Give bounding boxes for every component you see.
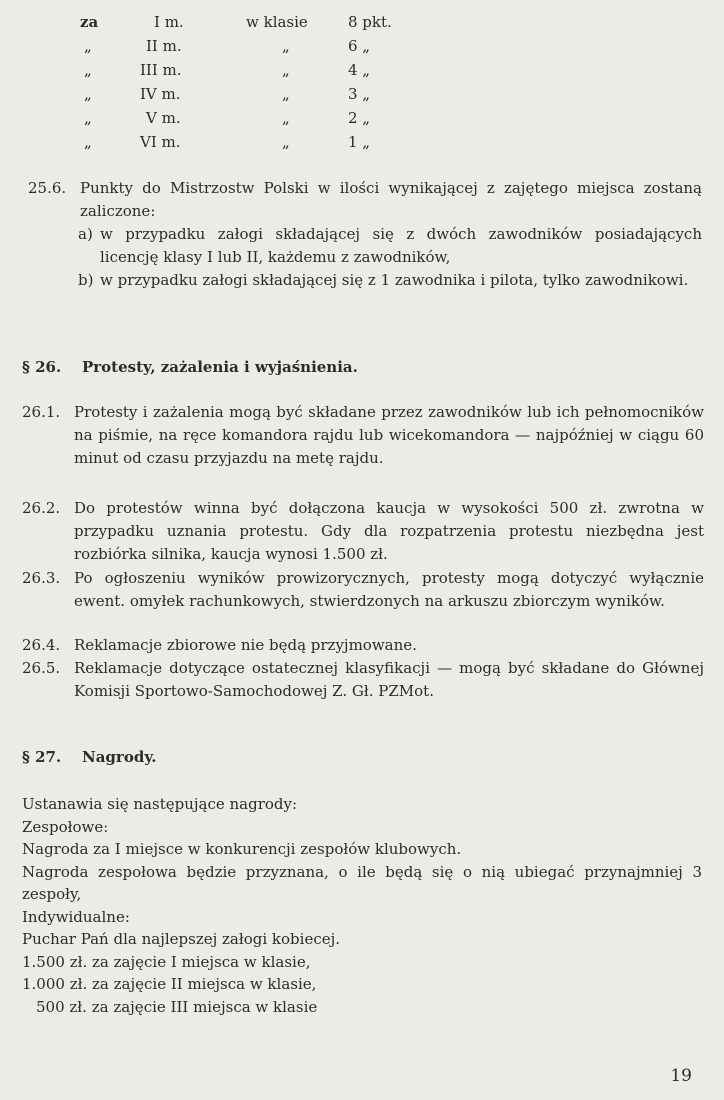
paragraph-text: Do protestów winna być dołączona kaucja w wysokości 500 zł. zwrotna w przypadku uznania protestu. Gdy dla rozpatrzenia protestu niezbędna jest rozbiórka silnika, kaucja wynosi 1.500 zł. (74, 499, 704, 563)
points-row-class: „ (282, 85, 290, 103)
paragraph-text: Reklamacje dotyczące ostatecznej klasyfikacji — mogą być składane do Głównej Komisji Sportowo-Samochodowej Z. Gł. PZMot. (74, 659, 704, 700)
points-row-place: IV m. (140, 85, 181, 103)
points-row-place: I m. (154, 13, 184, 31)
points-row-place: VI m. (140, 133, 181, 151)
points-row-points: 3 „ (348, 85, 371, 103)
sub-item-text: w przypadku załogi składającej się z 1 zawodnika i pilota, tylko zawodnikowi. (100, 271, 689, 289)
sub-item-text: w przypadku załogi składającej się z dwóch zawodników posiadających licencję klasy I lub II, każdemu z zawodników, (100, 225, 702, 266)
section-26-heading (22, 358, 358, 376)
section-title: Nagrody. (82, 748, 157, 766)
points-row (0, 106, 724, 130)
paragraph-number: 26.5. (22, 659, 61, 677)
paragraph-text: Po ogłoszeniu wyników prowizorycznych, protesty mogą dotyczyć wyłącznie ewent. omyłek rachunkowych, stwierdzonych na arkuszu zbiorczym wyników. (74, 569, 704, 610)
paragraph-number: 25.6. (28, 179, 67, 197)
points-row-class: „ (282, 37, 290, 55)
section-number: § 26. (22, 358, 62, 376)
paragraph-25-6 (28, 177, 702, 292)
prize-line: Nagroda zespołowa będzie przyznana, o ile będą się o nią ubiegać przynajmniej 3 zespoły, (22, 862, 702, 903)
sub-item-a (78, 223, 702, 269)
prize-line: Ustanawia się następujące nagrody: (22, 795, 298, 813)
points-row (0, 10, 724, 34)
points-row-prefix: „ (84, 37, 92, 55)
prize-line: Zespołowe: (22, 817, 109, 836)
points-row-points: 4 „ (348, 61, 371, 79)
paragraph-number: 26.3. (22, 569, 61, 587)
points-row-place: II m. (146, 37, 182, 55)
points-row (0, 58, 724, 82)
points-row-prefix: „ (84, 109, 92, 127)
paragraph-text: Protesty i zażalenia mogą być składane przez zawodników lub ich pełnomocników na piśmie, na ręce komandora rajdu lub wicekomandora — najpóźniej w ciągu 60 minut od czasu przyjazdu na metę rajdu. (74, 403, 704, 467)
section-27-heading (22, 748, 157, 766)
sub-item-label: a) (78, 225, 93, 243)
paragraph-26-3 (22, 567, 704, 613)
points-row (0, 130, 724, 154)
paragraph-text: Reklamacje zbiorowe nie będą przyjmowane. (74, 636, 417, 654)
prize-line: Puchar Pań dla najlepszej załogi kobiecej. (22, 930, 341, 948)
paragraph-number: 26.2. (22, 499, 61, 517)
section-number: § 27. (22, 748, 62, 766)
points-row-class: „ (282, 133, 290, 151)
section-27-body (22, 793, 702, 1018)
points-row-class: „ (282, 109, 290, 127)
points-row-prefix: „ (84, 133, 92, 151)
points-row-place: V m. (146, 109, 181, 127)
paragraph-26-5 (22, 657, 704, 703)
paragraph-number: 26.1. (22, 403, 61, 421)
points-row-prefix: „ (84, 61, 92, 79)
prize-line: Indywidualne: (22, 907, 130, 926)
paragraph-26-1 (22, 401, 704, 470)
points-row (0, 82, 724, 106)
prize-line: 1.500 zł. za zajęcie I miejsca w klasie, (22, 952, 311, 971)
points-row-points: 2 „ (348, 109, 371, 127)
points-row-class: w klasie (246, 13, 308, 31)
prize-line: Nagroda za I miejsce w konkurencji zespołów klubowych. (22, 840, 462, 858)
page-number: 19 (670, 1066, 692, 1086)
points-row (0, 34, 724, 58)
paragraph-26-4 (22, 634, 704, 657)
paragraph-26-2 (22, 497, 704, 566)
prize-line: 1.000 zł. za zajęcie II miejsca w klasie, (22, 975, 317, 993)
paragraph-text: Punkty do Mistrzostw Polski w ilości wynikającej z zajętego miejsca zostaną zaliczone: (80, 179, 702, 220)
prize-line: 500 zł. za zajęcie III miejsca w klasie (36, 997, 318, 1016)
sub-item-label: b) (78, 271, 94, 289)
points-row-points: 6 „ (348, 37, 371, 55)
points-row-class: „ (282, 61, 290, 79)
points-row-prefix: za (80, 13, 99, 31)
section-title: Protesty, zażalenia i wyjaśnienia. (82, 358, 358, 376)
paragraph-number: 26.4. (22, 636, 61, 654)
sub-item-b (78, 269, 702, 292)
points-row-prefix: „ (84, 85, 92, 103)
points-row-points: 1 „ (348, 133, 371, 151)
points-row-place: III m. (140, 61, 182, 79)
points-row-points: 8 pkt. (348, 13, 392, 31)
